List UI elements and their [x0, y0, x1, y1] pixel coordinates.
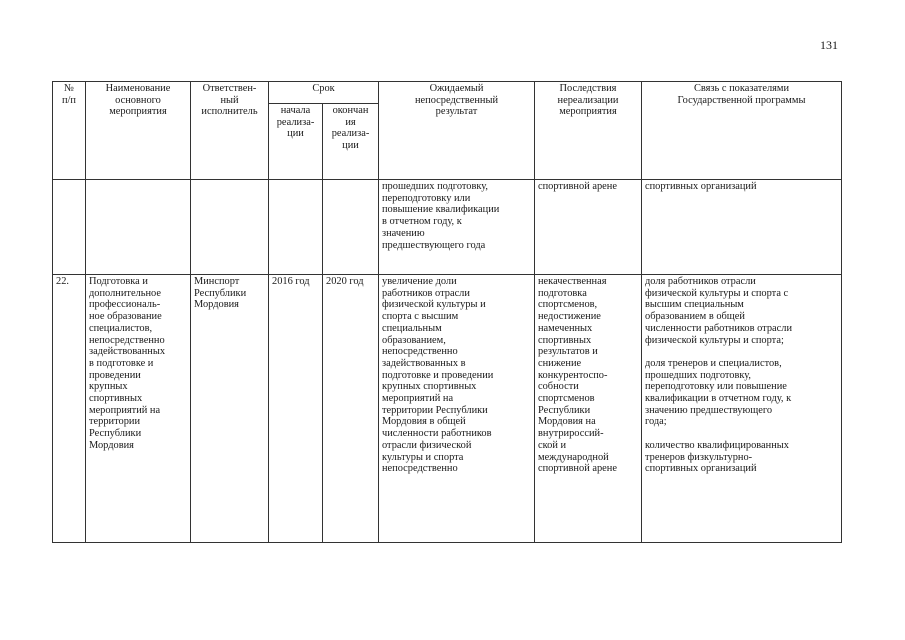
text-line: непосредственно — [89, 334, 165, 346]
page-number: 131 — [820, 38, 838, 52]
text-line: подготовка — [538, 287, 587, 299]
text-line: Последствия — [559, 83, 617, 94]
text-line: спортивных — [89, 393, 143, 405]
text-line: крупных — [89, 381, 128, 393]
text-line: тренеров физкультурно- — [645, 451, 753, 463]
text-line: недостижение — [538, 311, 601, 323]
text-line: физической культуры и — [382, 299, 486, 311]
cell-responsible — [191, 275, 269, 543]
text-line: высшим специальным — [645, 299, 744, 311]
text-line: спортивных — [538, 334, 592, 346]
text-line: территории Республики — [382, 404, 488, 416]
text-line: крупных спортивных — [382, 381, 477, 393]
header-number — [53, 82, 86, 180]
text-line: снижение — [538, 357, 582, 369]
cell-start: 2016 год — [269, 275, 323, 543]
header-consequences — [535, 82, 642, 180]
text-line: прошедших подготовку, — [645, 369, 752, 381]
text-line: реализа- — [331, 128, 370, 140]
text-line: мероприятия — [559, 106, 617, 118]
text-line: спортсменов — [538, 393, 595, 405]
cell-consequences — [535, 275, 642, 543]
text-line: подготовке и проведении — [382, 369, 494, 381]
text-line: спортивной арене — [538, 463, 617, 475]
text-line: Республики — [89, 428, 142, 440]
text-line: результат — [435, 106, 478, 118]
text-line: физической культуры и спорта; — [645, 334, 784, 346]
text-line: численности работников — [382, 428, 492, 440]
cell-number: 22. — [53, 275, 86, 543]
text-line: спортсменов, — [538, 299, 598, 311]
text-line: Ответствен- — [202, 83, 257, 94]
header-start — [269, 104, 323, 180]
header-measure-name — [86, 82, 191, 180]
table-row — [53, 180, 842, 275]
text-line: значению предшествующего — [645, 404, 773, 416]
cell-number — [53, 180, 86, 275]
table-row — [53, 275, 842, 543]
text-line: ное образование — [89, 311, 162, 323]
text-line: спорта с высшим — [382, 311, 459, 323]
text-line: Мордовия — [89, 439, 134, 451]
header-program-link — [642, 82, 842, 180]
header-responsible — [191, 82, 269, 180]
text-line: образованием в общей — [645, 311, 745, 323]
text-line: в отчетном году, к — [382, 216, 462, 228]
text-line: Государственной программы — [677, 94, 806, 106]
cell-end — [323, 180, 379, 275]
cell-start — [269, 180, 323, 275]
text-line: спортивных организаций — [645, 463, 757, 475]
link-indicator-3 — [645, 440, 838, 475]
text-line: прошедших подготовку, — [382, 181, 489, 192]
text-line: задействованных в — [382, 357, 466, 369]
text-line: международной — [538, 451, 609, 463]
text-line: отрасли физической — [382, 439, 472, 451]
link-indicator-2 — [645, 358, 838, 428]
text-line: года; — [645, 416, 667, 428]
text-line: профессиональ- — [89, 299, 161, 311]
header-row-1 — [53, 82, 842, 104]
text-line: непосредственно — [382, 463, 458, 475]
header-term: Срок — [269, 82, 379, 104]
text-line: Мордовия на — [538, 416, 596, 428]
text-line: количество квалифицированных — [645, 439, 789, 451]
text-line: непосредственно — [382, 346, 458, 358]
text-line: внутрироссий- — [538, 428, 604, 440]
text-line: ия — [345, 116, 356, 128]
text-line: работников отрасли — [382, 287, 470, 299]
text-line: значению — [382, 227, 425, 239]
text-line: переподготовку или — [382, 192, 471, 204]
text-line: специалистов, — [89, 322, 153, 334]
cell-expected-result — [379, 180, 535, 275]
text-line: некачественная — [538, 276, 607, 287]
text-line: доля работников отрасли — [645, 276, 756, 287]
text-line: № — [64, 83, 74, 94]
text-line: квалификации в отчетном году, к — [645, 393, 792, 405]
link-indicator-1 — [645, 276, 838, 346]
text-line: основного — [115, 94, 161, 106]
text-line: начала — [280, 105, 311, 116]
cell-expected-result — [379, 275, 535, 543]
text-line: Мордовия в общей — [382, 416, 466, 428]
text-line: Подготовка и — [89, 276, 148, 287]
text-line: территории — [89, 416, 141, 428]
text-line: п/п — [61, 94, 76, 106]
text-line: специальным — [382, 322, 442, 334]
cell-responsible — [191, 180, 269, 275]
text-line: окончан — [332, 105, 369, 116]
text-line: Республики — [194, 287, 247, 299]
text-line: численности работников отрасли — [645, 322, 793, 334]
text-line: ный — [220, 94, 239, 106]
text-line: повышение квалификации — [382, 204, 500, 216]
text-line: переподготовку или повышение — [645, 381, 787, 393]
text-line: дополнительное — [89, 287, 161, 299]
measures-table — [52, 81, 842, 543]
text-line: конкурентоспо- — [538, 369, 608, 381]
text-line: исполнитель — [201, 106, 258, 118]
text-line: в подготовке и — [89, 357, 154, 369]
cell-measure-name — [86, 275, 191, 543]
text-line: увеличение доли — [382, 276, 457, 287]
text-line: мероприятий на — [382, 393, 454, 405]
text-line: спортивных организаций — [645, 181, 757, 192]
cell-measure-name — [86, 180, 191, 275]
text-line: ции — [287, 128, 304, 140]
text-line: культуры и спорта — [382, 451, 464, 463]
text-line: непосредственный — [414, 94, 499, 106]
text-line: Ожидаемый — [429, 83, 484, 94]
text-line: спортивной арене — [538, 181, 617, 192]
text-line: Минспорт — [194, 276, 240, 287]
text-line: реализа- — [276, 116, 315, 128]
text-line: проведении — [89, 369, 141, 381]
cell-end: 2020 год — [323, 275, 379, 543]
cell-consequences — [535, 180, 642, 275]
text-line: мероприятий на — [89, 404, 161, 416]
header-expected-result — [379, 82, 535, 180]
header-end — [323, 104, 379, 180]
text-line: нереализации — [557, 94, 619, 106]
text-line: собности — [538, 381, 579, 393]
cell-program-link — [642, 180, 842, 275]
text-line: Республики — [538, 404, 591, 416]
text-line: мероприятия — [109, 106, 167, 118]
text-line: физической культуры и спорта с — [645, 287, 789, 299]
text-line: Наименование — [105, 83, 171, 94]
text-line: образованием, — [382, 334, 446, 346]
text-line: результатов и — [538, 346, 598, 358]
text-line: Связь с показателями — [693, 83, 790, 94]
text-line: предшествующего года — [382, 239, 486, 251]
cell-program-link — [642, 275, 842, 543]
text-line: задействованных — [89, 346, 166, 358]
text-line: доля тренеров и специалистов, — [645, 357, 782, 369]
text-line: намеченных — [538, 322, 593, 334]
text-line: Мордовия — [194, 299, 239, 311]
text-line: ции — [342, 140, 359, 152]
text-line: ской и — [538, 439, 567, 451]
